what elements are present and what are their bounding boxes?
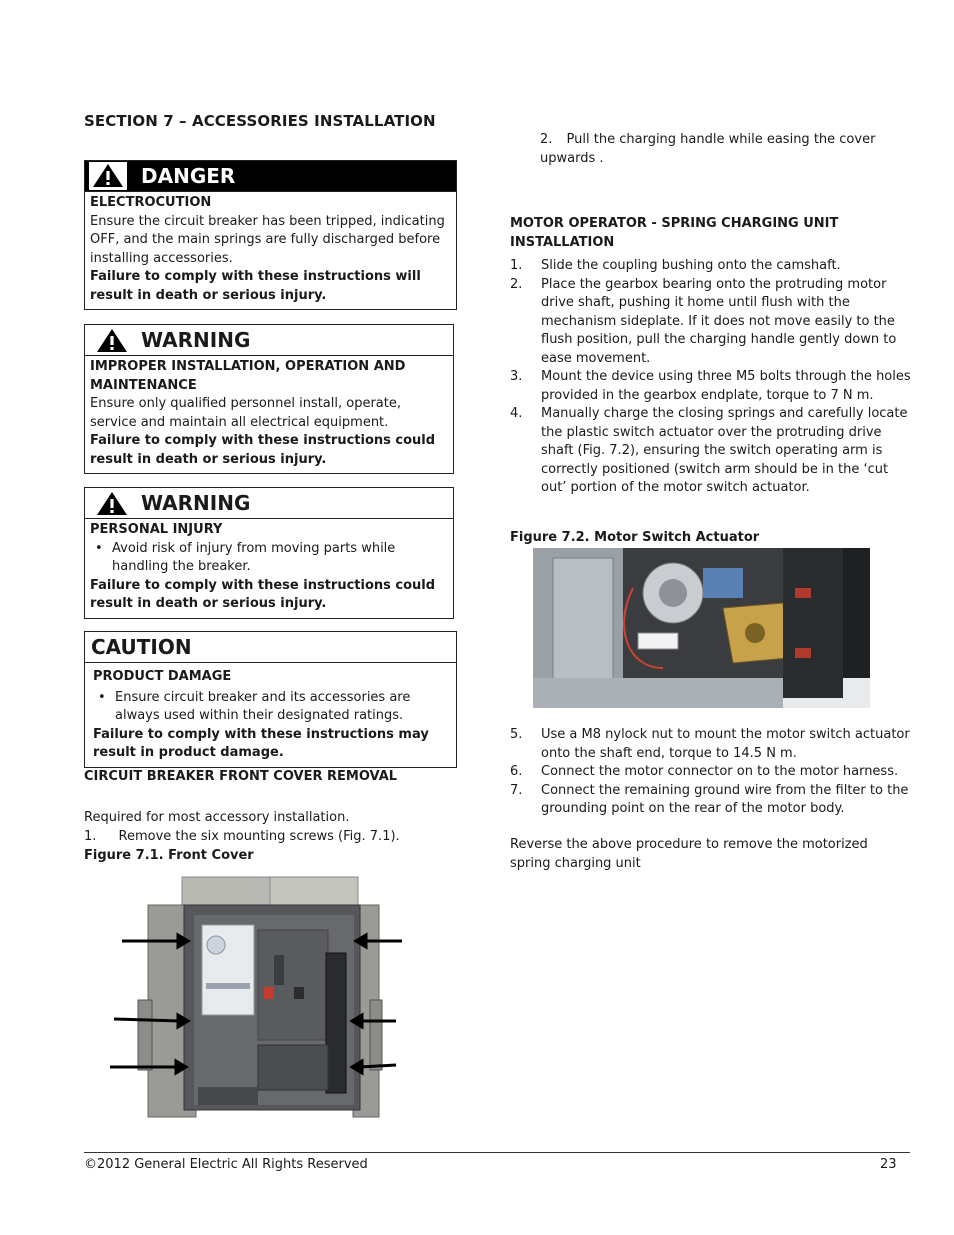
warning-text: Ensure only qualified personnel install, operate, service and maintain all electrical equipment. [90, 396, 401, 430]
step-item [510, 368, 914, 405]
caution-subtitle: PRODUCT DAMAGE [93, 669, 232, 684]
step-text: Remove the six mounting screws (Fig. 7.1). [118, 829, 400, 844]
warning-bullet-list [90, 540, 448, 577]
danger-text: Ensure the circuit breaker has been tripped, indicating OFF, and the main springs are fully discharged before installing accessories. [90, 213, 445, 266]
section-title: SECTION 7 – ACCESSORIES INSTALLATION [84, 112, 436, 130]
step-number: 4. [510, 406, 523, 421]
warning-subtitle: PERSONAL INJURY [90, 522, 223, 537]
caution-body [85, 663, 456, 767]
warning-body [85, 356, 453, 473]
step-text: Use a M8 nylock nut to mount the motor switch actuator onto the shaft end, torque to 14.5 N m. [541, 727, 910, 761]
step-item [510, 405, 914, 498]
footer-page-number: 23 [880, 1157, 897, 1172]
step-item [510, 782, 914, 819]
warning-triangle-icon [95, 490, 129, 517]
caution-label: CAUTION [91, 635, 192, 659]
caution-header [85, 632, 456, 663]
danger-header [85, 161, 456, 192]
motor-operator-steps-5-7 [510, 726, 914, 819]
warning-box-installation [84, 324, 454, 474]
warning-bullet: • Avoid risk of injury from moving parts while handling the breaker. [112, 540, 448, 577]
warning-subtitle: IMPROPER INSTALLATION, OPERATION AND MAINTENANCE [90, 359, 406, 393]
warning-body [85, 519, 453, 618]
step-item [510, 257, 914, 276]
step-number: 1. [84, 829, 97, 844]
step-text: Pull the charging handle while easing the cover upwards . [540, 132, 876, 166]
step-number: 5. [510, 727, 523, 742]
step-number: 1. [510, 258, 523, 273]
warning-consequence: Failure to comply with these instructions could result in death or serious injury. [90, 433, 436, 467]
step-text: Connect the remaining ground wire from the filter to the grounding point on the rear of the motor body. [541, 782, 909, 816]
step-number: 3. [510, 369, 523, 384]
caution-box [84, 631, 457, 768]
caution-bullet-list [93, 689, 451, 726]
figure-7-2-caption: Figure 7.2. Motor Switch Actuator [510, 530, 760, 545]
step-number: 6. [510, 764, 523, 779]
step-number: 2. [540, 132, 553, 147]
front-cover-heading: CIRCUIT BREAKER FRONT COVER REMOVAL [84, 769, 398, 784]
warning-triangle-icon [91, 162, 125, 189]
motor-switch-actuator-figure [533, 548, 870, 708]
footer-copyright: ©2012 General Electric All Rights Reserved [84, 1157, 368, 1172]
danger-subtitle: ELECTROCUTION [90, 195, 212, 210]
step-text: Place the gearbox bearing onto the protruding motor drive shaft, pushing it home until flush with the mechanism sideplate. If it does not move easily to the flush position, pull the charging handle gently down to ease movement. [541, 276, 897, 366]
step-text: Connect the motor connector on to the motor harness. [541, 764, 899, 779]
danger-consequence: Failure to comply with these instructions will result in death or serious injury. [90, 269, 421, 303]
warning-box-personal-injury [84, 487, 454, 619]
step-text: Slide the coupling bushing onto the camshaft. [541, 258, 841, 273]
step-text: Manually charge the closing springs and carefully locate the plastic switch actuator over the protruding drive shaft (Fig. 7.2), ensuring the switch operating arm is correctly positioned (switch arm should be in the ‘cut out’ portion of the motor switch actuator. [541, 406, 908, 495]
step-number: 7. [510, 782, 523, 798]
step-item [510, 726, 914, 763]
warning-header [85, 325, 453, 356]
motor-operator-closing: Reverse the above procedure to remove the motorized spring charging unit [510, 837, 868, 871]
step-item [510, 276, 914, 369]
figure-7-1-caption: Figure 7.1. Front Cover [84, 848, 254, 863]
warning-label: WARNING [141, 491, 251, 515]
front-cover-step-2 [540, 131, 900, 168]
front-cover-figure [108, 875, 408, 1120]
caution-consequence: Failure to comply with these instructions may result in product damage. [93, 726, 429, 760]
step-text: Mount the device using three M5 bolts through the holes provided in the gearbox endplate, torque to 7 N m. [541, 369, 911, 403]
front-cover-step-1 [84, 828, 400, 847]
step-number: 2. [510, 276, 523, 292]
motor-operator-steps-1-4 [510, 257, 914, 498]
step-item [510, 763, 914, 782]
danger-icon-background [89, 162, 127, 190]
warning-triangle-icon [95, 327, 129, 354]
front-cover-intro: Required for most accessory installation. [84, 810, 350, 825]
warning-header [85, 488, 453, 519]
warning-consequence: Failure to comply with these instructions could result in death or serious injury. [90, 577, 436, 611]
danger-box [84, 160, 457, 310]
footer-divider [84, 1152, 910, 1153]
danger-body [85, 192, 456, 309]
caution-bullet: • Ensure circuit breaker and its accessories are always used within their designated ratings. [115, 689, 451, 726]
motor-operator-heading: MOTOR OPERATOR - SPRING CHARGING UNIT INSTALLATION [510, 216, 839, 250]
danger-label: DANGER [141, 164, 236, 188]
warning-label: WARNING [141, 328, 251, 352]
